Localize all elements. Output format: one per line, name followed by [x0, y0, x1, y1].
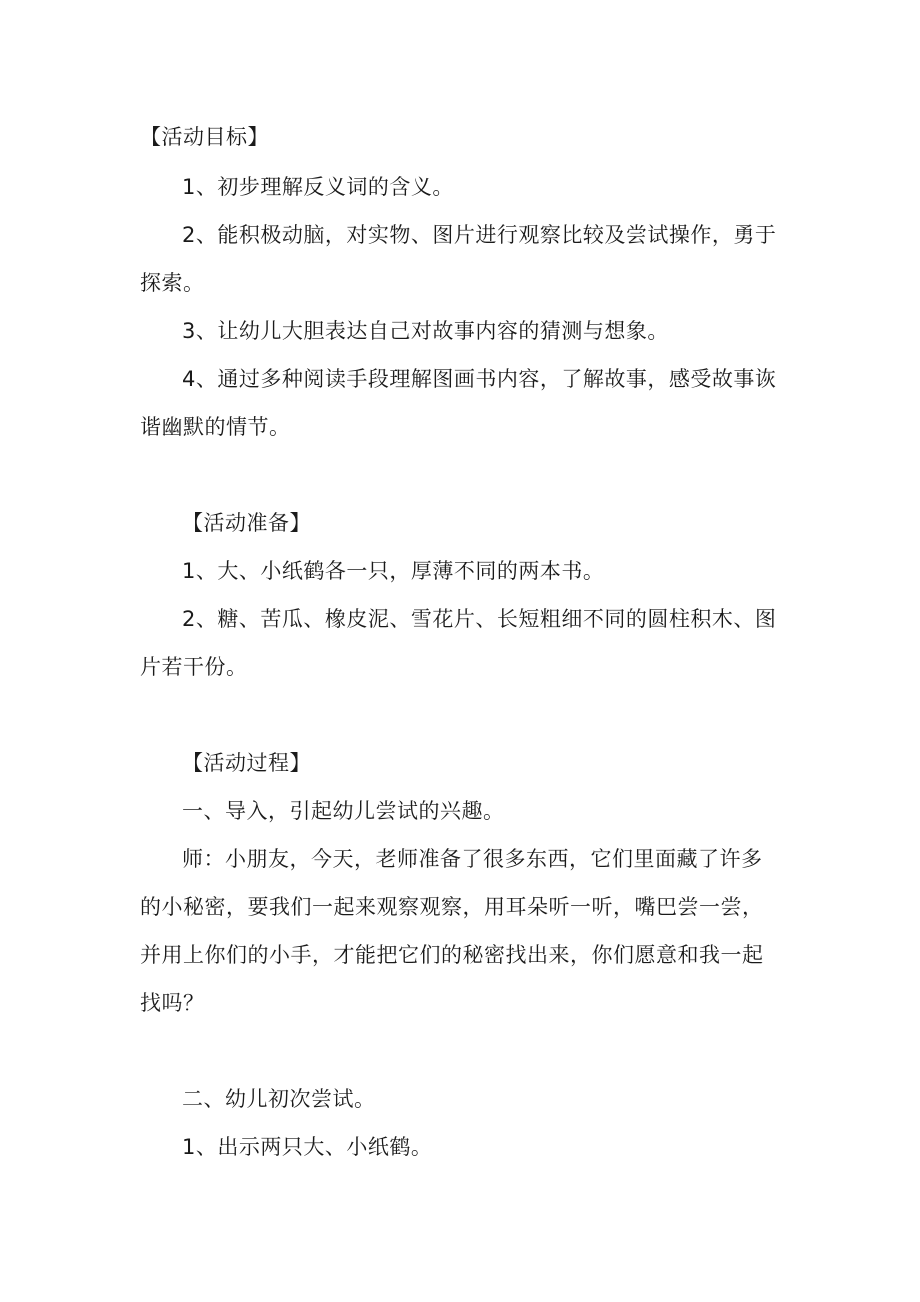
preparation-item-1: 1、大、小纸鹤各一只，厚薄不同的两本书。	[182, 559, 605, 583]
teacher-speech-line-3: 并用上你们的小手，才能把它们的秘密找出来，你们愿意和我一起	[140, 943, 764, 967]
section-heading-preparation: 【活动准备】	[182, 511, 311, 535]
process-step-2: 二、幼儿初次尝试。	[182, 1087, 376, 1111]
preparation-item-2-line-2: 片若干份。	[140, 655, 248, 679]
process-step-2-item-1: 1、出示两只大、小纸鹤。	[182, 1135, 433, 1159]
goal-item-3: 3、让幼儿大胆表达自己对故事内容的猜测与想象。	[182, 319, 669, 343]
teacher-speech-line-2: 的小秘密，要我们一起来观察观察，用耳朵听一听，嘴巴尝一尝，	[140, 895, 764, 919]
goal-item-2-line-2: 探索。	[140, 271, 205, 295]
goal-item-4-line-1: 4、通过多种阅读手段理解图画书内容，了解故事，感受故事诙	[182, 367, 777, 391]
teacher-speech-line-4: 找吗？	[140, 991, 205, 1015]
goal-item-1: 1、初步理解反义词的含义。	[182, 175, 454, 199]
section-heading-process: 【活动过程】	[182, 751, 311, 775]
goal-item-2-line-1: 2、能积极动脑，对实物、图片进行观察比较及尝试操作，勇于	[182, 223, 777, 247]
goal-item-4-line-2: 谐幽默的情节。	[140, 415, 291, 439]
section-heading-goals: 【活动目标】	[140, 125, 269, 149]
teacher-speech-line-1: 师：小朋友，今天，老师准备了很多东西，它们里面藏了许多	[182, 847, 763, 871]
preparation-item-2-line-1: 2、糖、苦瓜、橡皮泥、雪花片、长短粗细不同的圆柱积木、图	[182, 607, 777, 631]
process-step-1: 一、导入，引起幼儿尝试的兴趣。	[182, 799, 505, 823]
